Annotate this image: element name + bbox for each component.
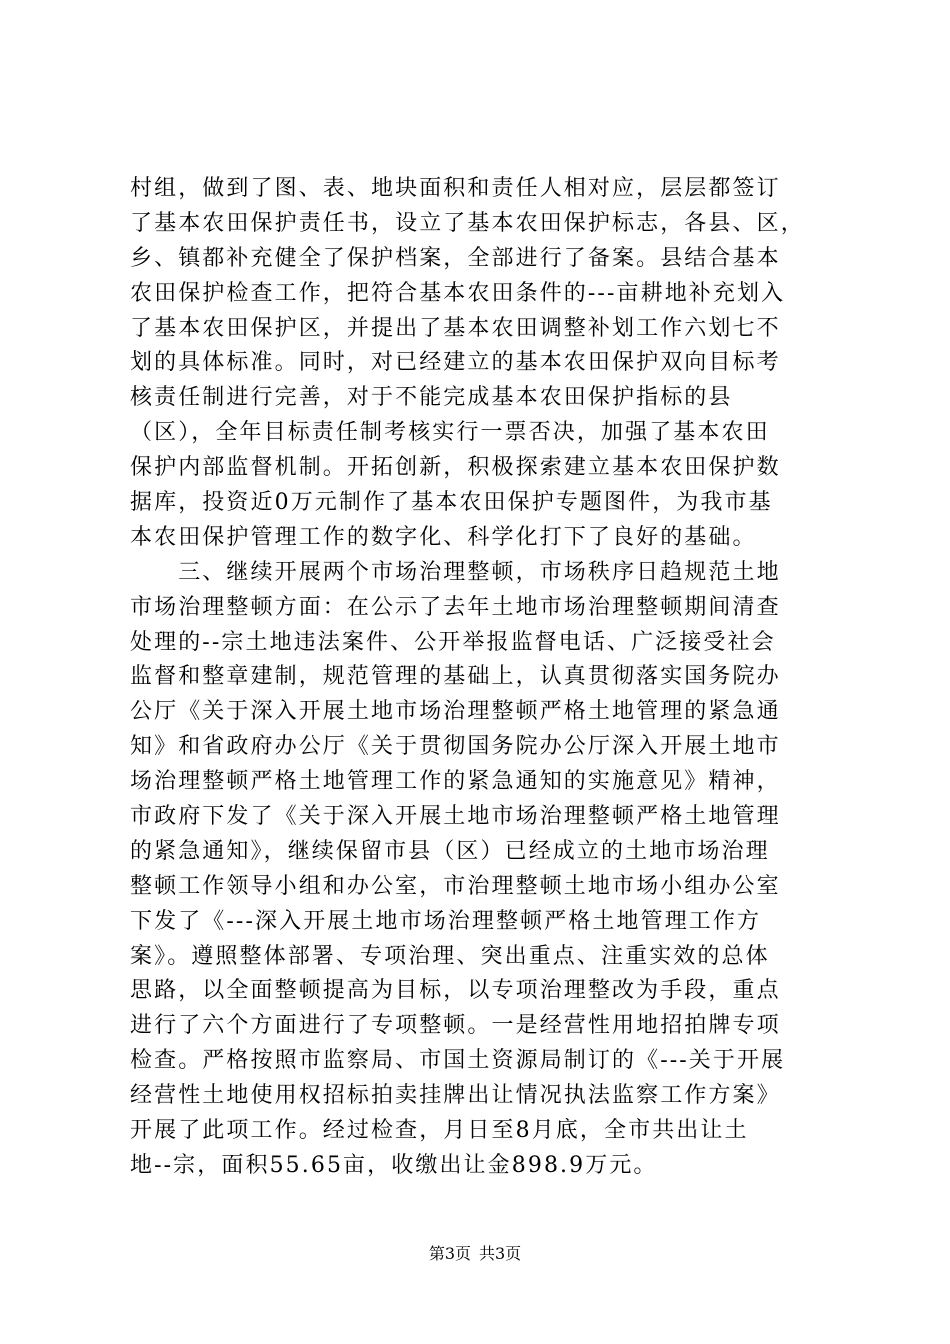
text-line: 开展了此项工作。经过检查，月日至8月底，全市共出让土 xyxy=(130,1118,749,1144)
text-line: 三、继续开展两个市场治理整顿，市场秩序日趋规范土地 xyxy=(130,559,781,585)
text-line: （区），全年目标责任制考核实行一票否决，加强了基本农田 xyxy=(130,420,770,446)
text-line: 场治理整顿严格土地管理工作的紧急通知的实施意见》精神， xyxy=(130,769,781,795)
text-line: 处理的--宗土地违法案件、公开举报监督电话、广泛接受社会 xyxy=(130,629,776,655)
text-line: 划的具体标准。同时，对已经建立的基本农田保护双向目标考 xyxy=(130,350,781,376)
text-line: 经营性土地使用权招标拍卖挂牌出让情况执法监察工作方案》 xyxy=(130,1083,781,1109)
page-number: 第3页 xyxy=(428,1244,471,1263)
text-line: 下发了《---深入开展土地市场治理整顿严格土地管理工作方 xyxy=(130,908,762,934)
text-line: 保护内部监督机制。开拓创新，积极探索建立基本农田保护数 xyxy=(130,455,781,481)
text-line: 进行了六个方面进行了专项整顿。一是经营性用地招拍牌专项 xyxy=(130,1013,781,1039)
text-line: 市政府下发了《关于深入开展土地市场治理整顿严格土地管理 xyxy=(130,804,781,830)
text-line: 检查。严格按照市监察局、市国土资源局制订的《---关于开展 xyxy=(130,1048,786,1074)
text-line: 本农田保护管理工作的数字化、科学化打下了良好的基础。 xyxy=(130,524,757,550)
text-line: 整顿工作领导小组和办公室，市治理整顿土地市场小组办公室 xyxy=(130,873,781,899)
text-line: 地--宗，面积55.65亩，收缴出让金898.9万元。 xyxy=(130,1152,658,1178)
text-line: 案》。遵照整体部署、专项治理、突出重点、注重实效的总体 xyxy=(130,943,770,969)
text-line: 的紧急通知》，继续保留市县（区）已经成立的土地市场治理 xyxy=(130,838,770,864)
body-text xyxy=(130,172,830,1184)
text-line: 市场治理整顿方面：在公示了去年土地市场治理整顿期间清查 xyxy=(130,594,781,620)
text-line: 思路，以全面整顿提高为目标，以专项治理整改为手段，重点 xyxy=(130,978,781,1004)
text-line: 监督和整章建制，规范管理的基础上，认真贯彻落实国务院办 xyxy=(130,664,781,690)
text-line: 核责任制进行完善，对于不能完成基本农田保护指标的县 xyxy=(130,385,733,411)
page-count: 共3页 xyxy=(479,1244,522,1263)
text-line: 了基本农田保护责任书，设立了基本农田保护标志，各县、区， xyxy=(130,210,805,236)
text-line: 农田保护检查工作，把符合基本农田条件的---亩耕地补充划入 xyxy=(130,280,786,306)
text-line: 乡、镇都补充健全了保护档案，全部进行了备案。县结合基本 xyxy=(130,245,781,271)
text-line: 公厅《关于深入开展土地市场治理整顿严格土地管理的紧急通 xyxy=(130,699,781,725)
page-footer xyxy=(0,1244,950,1264)
text-line: 知》和省政府办公厅《关于贯彻国务院办公厅深入开展土地市 xyxy=(130,734,781,760)
text-line: 据库，投资近0万元制作了基本农田保护专题图件，为我市基 xyxy=(130,490,773,516)
text-line: 了基本农田保护区，并提出了基本农田调整补划工作六划七不 xyxy=(130,315,781,341)
text-line: 村组，做到了图、表、地块面积和责任人相对应，层层都签订 xyxy=(130,176,781,201)
